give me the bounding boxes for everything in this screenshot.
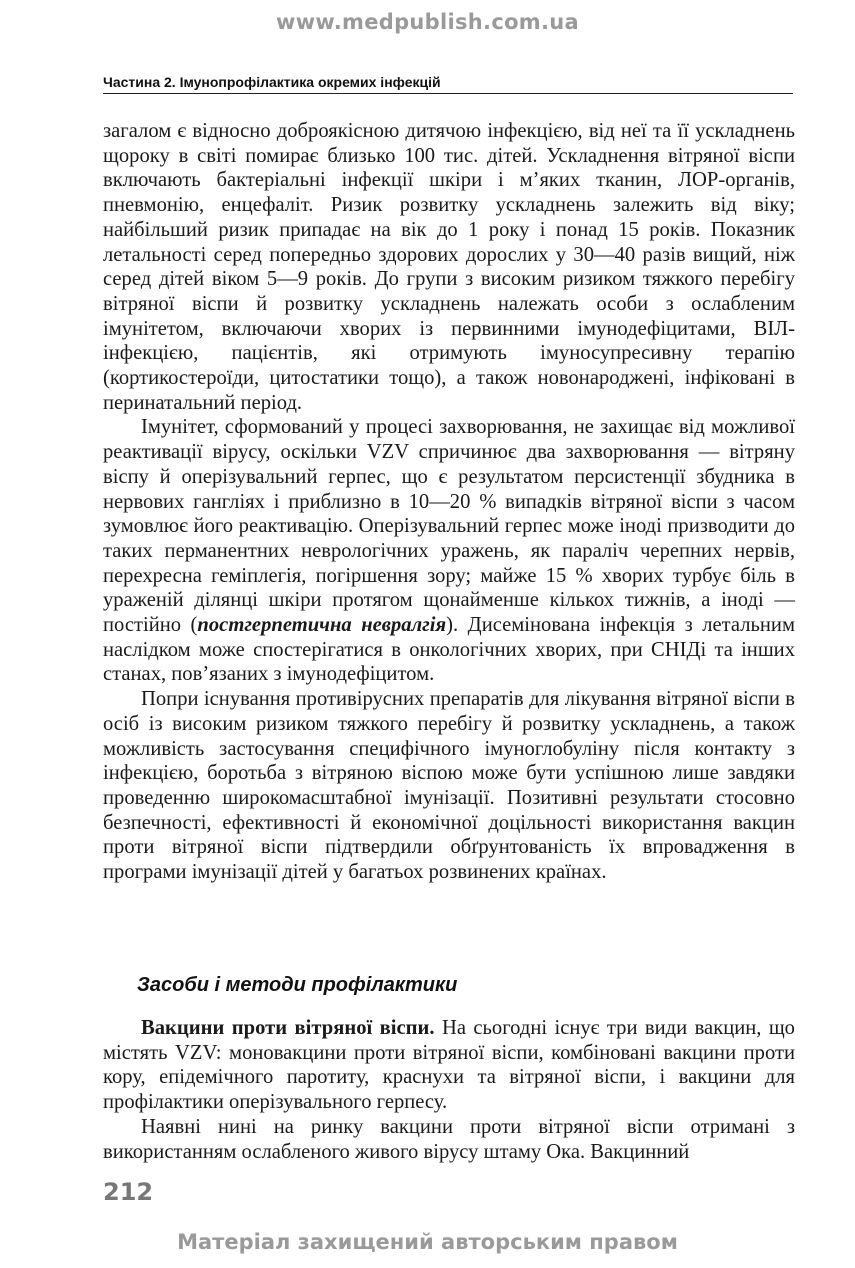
paragraph-2-text-before: Імунітет, сформований у процесі захворювання, не захищає від можливої реактивації вірусу, оскільки VZV спричинює два захворювання — вітряну віспу й оперізувальний герпес, що є результатом персистенції збудника в нервових гангліях і приблизно в 10—20 % випадків вітряної віспи з часом зумовлює його реактивацію. Оперізувальний герпес може іноді призводити до таких перманентних неврологічних уражень, як параліч черепних нервів, перехресна геміплегія, погіршення зору; майже 15 % хворих турбує біль в ураженій ділянці шкіри протягом щонайменше кількох тижнів, а іноді — постійно ( bbox=[103, 416, 795, 637]
running-header: Частина 2. Імунопрофілактика окремих інфекцій bbox=[103, 74, 793, 94]
term-postherpetic-neuralgia: постгерпетична невралгія bbox=[197, 614, 447, 637]
paragraph-3: Попри існування противірусних препаратів для лікування вітряної віспи в осіб із високим ризиком тяжкого перебігу й розвитку ускладнень, а також можливість застосування специфічного імуноглобуліну після контакту з інфекцією, боротьба з вітряною віспою може бути успішною лише завдяки проведенню широкомасштабної імунізації. Позитивні результати стосовно безпечності, ефективності й економічної доцільності використання вакцин проти вітряної віспи підтвердили обґрунтованість їх впровадження в програми імунізації дітей у багатьох розвинених країнах. bbox=[103, 688, 795, 884]
vaccines-lead: Вакцини проти вітряної віспи. bbox=[141, 1017, 435, 1039]
section-paragraph-1 bbox=[103, 1016, 795, 1115]
body-text bbox=[103, 119, 795, 885]
paragraph-2-text-after: ). Дисемінована інфекція з летальним наслідком може спостерігатися в онкологічних хворих, при СНІДі та інших станах, пов’язаних з імунодефіцитом. bbox=[103, 614, 795, 686]
section-paragraph-2: Наявні нині на ринку вакцини проти вітряної віспи отримані з використанням ослабленого живого вірусу штаму Ока. Вакцинний bbox=[103, 1115, 795, 1163]
copyright-watermark: Матеріал захищений авторським правом bbox=[177, 1230, 678, 1254]
section-paragraph-1-text: На сьогодні існує три види вакцин, що містять VZV: моновакцини проти вітряної віспи, комбіновані вакцини проти кору, епідемічного паротиту, краснухи та вітряної віспи, і вакцини для профілактики оперізувального герпесу. bbox=[103, 1017, 795, 1114]
section-title: Засоби і методи профілактики bbox=[137, 974, 458, 996]
paragraph-2 bbox=[103, 415, 795, 687]
page-number: 212 bbox=[103, 1178, 154, 1206]
section-body-text bbox=[103, 1016, 795, 1164]
site-watermark: www.medpublish.com.ua bbox=[276, 10, 579, 34]
paragraph-1: загалом є відносно доброякісною дитячою інфекцією, від неї та її ускладнень щороку в світі помирає близько 100 тис. дітей. Ускладнення вітряної віспи включають бактеріальні інфекції шкіри і м’яких тканин, ЛОР-органів, пневмонію, енцефаліт. Ризик розвитку ускладнень залежить від віку; найбільший ризик припадає на вік до 1 року і понад 15 років. Показник летальності серед попередньо здорових дорослих у 30—40 разів вищий, ніж серед дітей віком 5—9 років. До групи з високим ризиком тяжкого перебігу вітряної віспи й розвитку ускладнень належать особи з ослабленим імунітетом, включаючи хворих із первинними імунодефіцитами, ВІЛ-інфекцією, пацієнтів, які отримують імуносупресивну терапію (кортикостероїди, цитостатики тощо), а також новонароджені, інфіковані в перинатальний період. bbox=[103, 120, 795, 414]
